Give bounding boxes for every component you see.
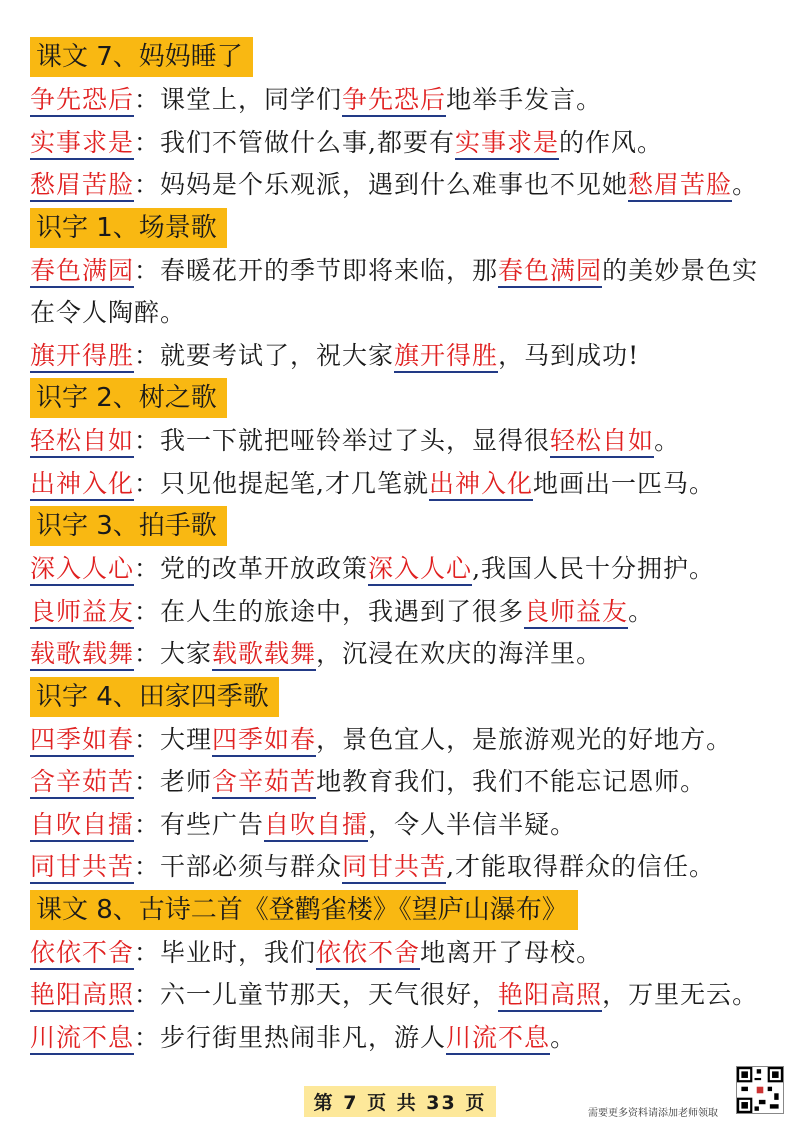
colon: ： xyxy=(134,468,161,498)
sentence-idiom: 四季如春 xyxy=(212,725,316,757)
colon: ： xyxy=(134,852,161,881)
idiom-entry xyxy=(30,591,780,634)
colon: ： xyxy=(134,426,161,455)
sentence-idiom: 实事求是 xyxy=(455,128,559,160)
idiom-entry xyxy=(30,335,780,378)
sentence-idiom: 自吹自擂 xyxy=(264,810,368,842)
section xyxy=(30,505,780,548)
idiom-word: 艳阳高照 xyxy=(30,980,134,1012)
sentence-before: 就要考试了，祝大家 xyxy=(160,340,395,370)
section xyxy=(30,889,780,932)
sentence-idiom: 春色满园 xyxy=(498,256,602,288)
colon: ： xyxy=(134,554,161,583)
sentence-idiom: 载歌载舞 xyxy=(212,639,316,671)
sentence-before: 只见他提起笔,才几笔就 xyxy=(160,468,429,498)
section-heading: 识字 1、场景歌 xyxy=(30,208,227,248)
sentence-before: 毕业时，我们 xyxy=(160,937,317,967)
idiom-entry xyxy=(30,1017,780,1060)
sentence-after: ，马到成功! xyxy=(498,340,640,370)
idiom-entry xyxy=(30,250,780,335)
sentence-after: 地教育我们，我们不能忘记恩师。 xyxy=(316,767,707,796)
sentence-idiom: 深入人心 xyxy=(368,554,472,586)
section-heading: 识字 4、田家四季歌 xyxy=(30,677,279,717)
sentence-after: ,才能取得群众的信任。 xyxy=(446,852,716,881)
sentence-idiom: 含辛茹苦 xyxy=(212,767,316,799)
colon: ： xyxy=(134,255,161,285)
colon: ： xyxy=(134,85,161,114)
sentence-before: 党的改革开放政策 xyxy=(160,554,369,583)
section xyxy=(30,377,780,420)
idiom-entry xyxy=(30,633,780,676)
sentence-before: 我们不管做什么事,都要有 xyxy=(160,127,455,157)
sentence-idiom: 良师益友 xyxy=(524,597,628,629)
sentence-before: 在人生的旅途中，我遇到了很多 xyxy=(160,596,525,626)
sentence-after: ，令人半信半疑。 xyxy=(368,809,577,839)
section-heading: 课文 7、妈妈睡了 xyxy=(30,37,253,77)
idiom-entry xyxy=(30,761,780,804)
idiom-entry xyxy=(30,846,780,889)
idiom-entry xyxy=(30,79,780,122)
idiom-entry xyxy=(30,974,780,1017)
section xyxy=(30,207,780,250)
idiom-entry xyxy=(30,932,780,975)
idiom-entry xyxy=(30,719,780,762)
idiom-word: 含辛茹苦 xyxy=(30,767,134,799)
sentence-after: ，景色宜人，是旅游观光的好地方。 xyxy=(316,724,733,754)
sentence-before: 妈妈是个乐观派，遇到什么难事也不见她 xyxy=(160,170,629,199)
colon: ： xyxy=(134,980,161,1009)
idiom-list xyxy=(30,36,780,1059)
sentence-after: 。 xyxy=(654,426,681,455)
sentence-after: 。 xyxy=(550,1022,577,1052)
sentence-before: 课堂上，同学们 xyxy=(160,85,343,114)
sentence-before: 干部必须与群众 xyxy=(160,852,343,881)
sentence-before: 大家 xyxy=(160,639,213,668)
sentence-idiom: 争先恐后 xyxy=(342,85,446,117)
idiom-entry xyxy=(30,463,780,506)
sentence-idiom: 出神入化 xyxy=(429,469,533,501)
sentence-after: ,我国人民十分拥护。 xyxy=(472,554,716,583)
idiom-word: 同甘共苦 xyxy=(30,852,134,884)
colon: ： xyxy=(134,1022,161,1052)
sentence-before: 六一儿童节那天，天气很好， xyxy=(160,980,499,1009)
sentence-idiom: 依依不舍 xyxy=(316,938,420,970)
section xyxy=(30,676,780,719)
qr-note: 需要更多资料请添加老师领取 xyxy=(588,1108,718,1119)
qr-code-icon xyxy=(736,1066,784,1114)
sentence-idiom: 旗开得胜 xyxy=(394,341,498,373)
idiom-word: 旗开得胜 xyxy=(30,341,134,373)
idiom-word: 愁眉苦脸 xyxy=(30,170,134,202)
colon: ： xyxy=(134,937,161,967)
colon: ： xyxy=(134,809,161,839)
idiom-word: 轻松自如 xyxy=(30,426,134,458)
sentence-after: 地离开了母校。 xyxy=(420,937,603,967)
sentence-idiom: 艳阳高照 xyxy=(498,980,602,1012)
sentence-before: 春暖花开的季节即将来临，那 xyxy=(160,255,499,285)
colon: ： xyxy=(134,596,161,626)
idiom-word: 春色满园 xyxy=(30,256,134,288)
sentence-before: 有些广告 xyxy=(160,809,265,839)
colon: ： xyxy=(134,340,161,370)
idiom-entry xyxy=(30,164,780,207)
section-heading: 识字 2、树之歌 xyxy=(30,378,227,418)
idiom-entry xyxy=(30,804,780,847)
idiom-word: 川流不息 xyxy=(30,1023,134,1055)
sentence-before: 老师 xyxy=(160,767,213,796)
idiom-word: 实事求是 xyxy=(30,128,134,160)
sentence-idiom: 同甘共苦 xyxy=(342,852,446,884)
sentence-after: ，万里无云。 xyxy=(602,980,759,1009)
idiom-word: 出神入化 xyxy=(30,469,134,501)
section-heading: 课文 8、古诗二首《登鹳雀楼》《望庐山瀑布》 xyxy=(30,890,578,930)
sentence-idiom: 川流不息 xyxy=(446,1023,550,1055)
idiom-word: 自吹自擂 xyxy=(30,810,134,842)
idiom-word: 深入人心 xyxy=(30,554,134,586)
idiom-entry xyxy=(30,548,780,591)
sentence-before: 我一下就把哑铃举过了头，显得很 xyxy=(160,426,551,455)
section-heading: 识字 3、拍手歌 xyxy=(30,506,227,546)
sentence-before: 大理 xyxy=(160,724,213,754)
sentence-after: 。 xyxy=(732,170,759,199)
sentence-idiom: 轻松自如 xyxy=(550,426,654,458)
section xyxy=(30,36,780,79)
idiom-word: 良师益友 xyxy=(30,597,134,629)
idiom-word: 载歌载舞 xyxy=(30,639,134,671)
idiom-entry xyxy=(30,420,780,463)
sentence-idiom: 愁眉苦脸 xyxy=(628,170,732,202)
idiom-word: 四季如春 xyxy=(30,725,134,757)
idiom-entry xyxy=(30,122,780,165)
colon: ： xyxy=(134,639,161,668)
idiom-word: 依依不舍 xyxy=(30,938,134,970)
sentence-after: ，沉浸在欢庆的海洋里。 xyxy=(316,639,603,668)
colon: ： xyxy=(134,767,161,796)
colon: ： xyxy=(134,724,161,754)
sentence-after: 的美妙景色实在令人陶醉。 xyxy=(30,255,759,327)
colon: ： xyxy=(134,170,161,199)
sentence-after: 地画出一匹马。 xyxy=(533,468,716,498)
sentence-after: 地举手发言。 xyxy=(446,85,603,114)
sentence-after: 。 xyxy=(628,596,655,626)
colon: ： xyxy=(134,127,161,157)
page-number: 第 7 页 共 33 页 xyxy=(304,1086,497,1117)
sentence-after: 的作风。 xyxy=(559,127,664,157)
idiom-word: 争先恐后 xyxy=(30,85,134,117)
sentence-before: 步行街里热闹非凡，游人 xyxy=(160,1022,447,1052)
